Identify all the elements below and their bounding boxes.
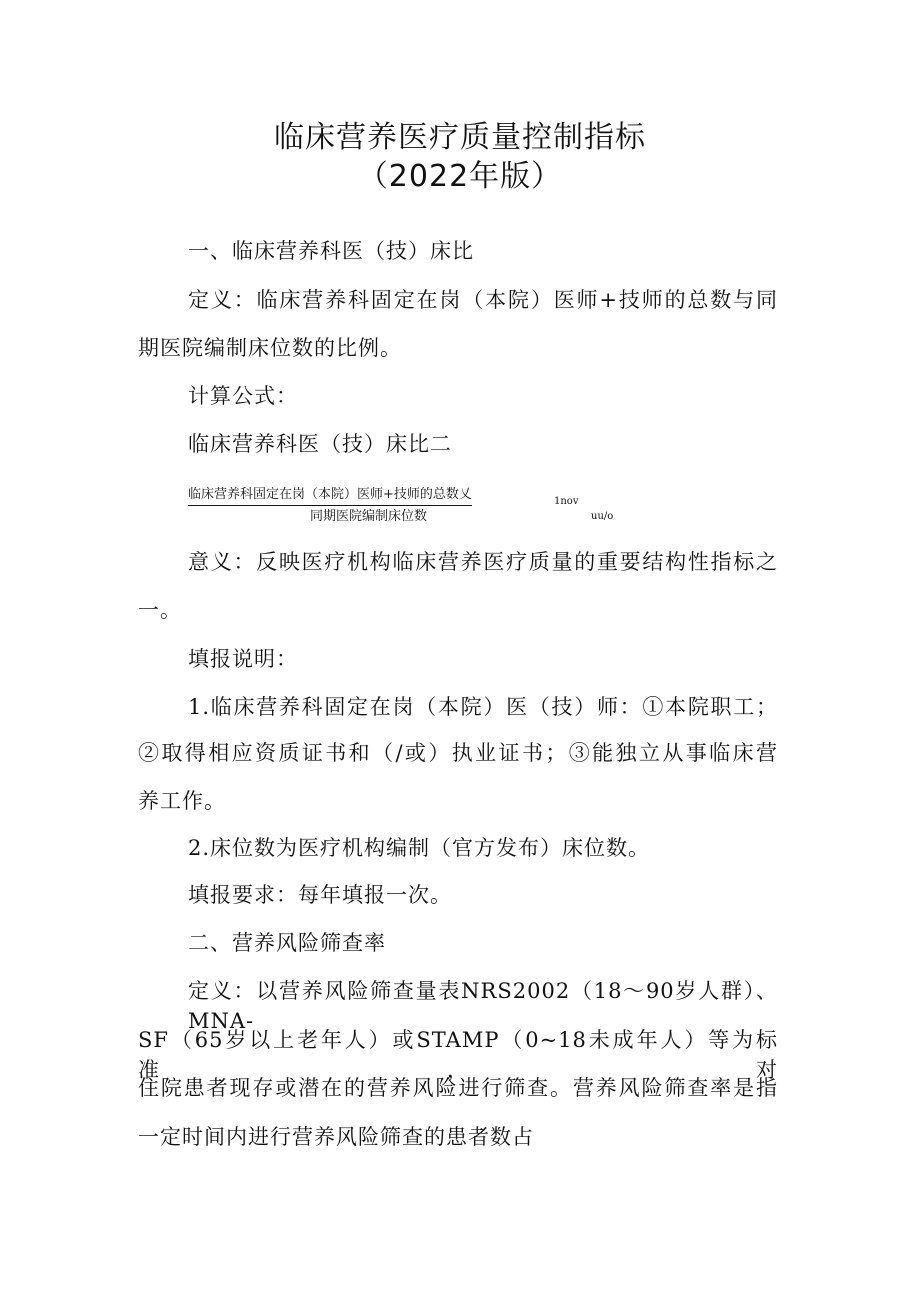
meaning-line2: 一。 bbox=[138, 598, 182, 622]
instructions-label: 填报说明： bbox=[188, 647, 298, 671]
section2-heading: 二、营养风险筛查率 bbox=[188, 931, 386, 955]
meaning-line1: 意义：反映医疗机构临床营养医疗质量的重要结构性指标之 bbox=[188, 550, 778, 574]
formula-fraction bbox=[188, 486, 472, 524]
section2-definition-line4: 一定时间内进行营养风险筛查的患者数占 bbox=[138, 1125, 534, 1149]
section2-definition-line2: SF（65岁以上老年人）或STAMP（0~18未成年人）等为标准，对 bbox=[138, 1028, 778, 1082]
item1-line1: 1.临床营养科固定在岗（本院）医（技）师：①本院职工； bbox=[188, 695, 778, 719]
document-edition: （2022年版） bbox=[357, 159, 563, 194]
formula-aside2: uu/o bbox=[591, 511, 614, 522]
formula-aside: 1nov bbox=[554, 496, 579, 507]
section2-definition-line1: 定义：以营养风险筛查量表NRS2002（18～90岁人群）、MNA- bbox=[188, 979, 778, 1033]
formula-denominator: 同期医院编制床位数 bbox=[310, 509, 428, 524]
item1-line3: 养工作。 bbox=[138, 789, 226, 813]
formula-lhs: 临床营养科医（技）床比二 bbox=[188, 432, 452, 456]
item2: 2.床位数为医疗机构编制（官方发布）床位数。 bbox=[188, 836, 651, 860]
formula-label: 计算公式： bbox=[188, 384, 298, 408]
section1-heading: 一、临床营养科医（技）床比 bbox=[188, 239, 474, 263]
section2-definition-line3: 住院患者现存或潜在的营养风险进行筛查。营养风险筛查率是指 bbox=[138, 1076, 778, 1100]
section1-definition-line2: 期医院编制床位数的比例。 bbox=[138, 336, 402, 360]
section1-definition-line1: 定义：临床营养科固定在岗（本院）医师+技师的总数与同 bbox=[188, 288, 778, 312]
document-title: 临床营养医疗质量控制指标 bbox=[274, 120, 646, 155]
item1-line2: ②取得相应资质证书和（/或）执业证书；③能独立从事临床营 bbox=[138, 741, 778, 765]
formula-numerator: 临床营养科固定在岗（本院）医师+技师的总数乂 bbox=[188, 486, 472, 506]
reporting-requirement: 填报要求：每年填报一次。 bbox=[188, 883, 452, 907]
